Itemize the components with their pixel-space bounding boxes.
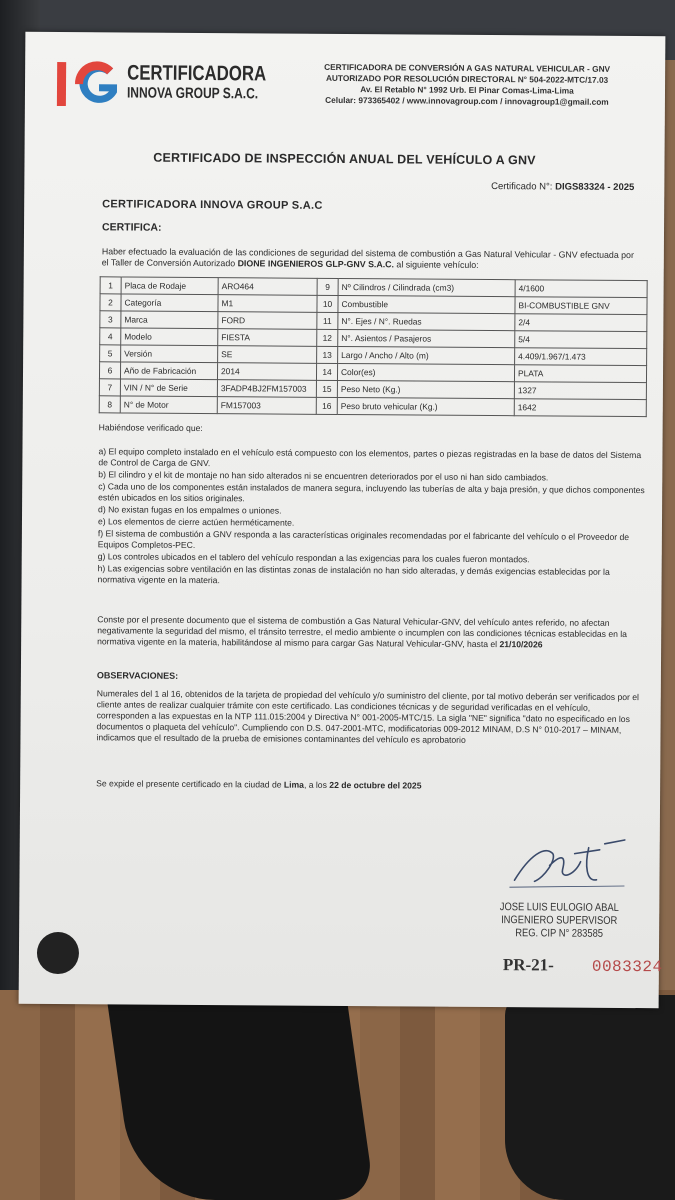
field-value: 4.409/1.967/1.473	[515, 348, 647, 366]
row-number: 8	[99, 396, 120, 413]
field-label: Combustible	[338, 295, 515, 313]
issued-date: 22 de octubre del 2025	[329, 779, 422, 791]
shoe-right	[505, 995, 675, 1200]
field-value: FM157003	[217, 397, 316, 415]
row-number: 15	[316, 380, 337, 397]
checks-list	[98, 446, 647, 590]
verified-intro: Habiéndose verificado que:	[98, 422, 203, 434]
field-value: SE	[218, 346, 317, 364]
company-name: CERTIFICADORA INNOVA GROUP S.A.C	[102, 198, 323, 212]
field-label: Largo / Ancho / Alto (m)	[338, 346, 515, 364]
intro-paragraph	[102, 246, 642, 272]
check-item: e) Los elementos de cierre actúen herméticamente.	[97, 516, 295, 528]
observations-title: OBSERVACIONES:	[96, 670, 179, 681]
check-item: f) El sistema de combustión a GNV responda a las características originales recomendadas por el fabricante del vehículo o el Proveedor de Equipos Completos-PEC.	[97, 528, 630, 550]
signer-block	[491, 901, 627, 941]
signer-name: JOSE LUIS EULOGIO ABAL	[499, 901, 619, 914]
signer-reg: REG. CIP N° 283585	[515, 927, 604, 940]
row-number: 13	[317, 346, 338, 363]
conste-text: Conste por el presente documento que el sistema de combustión a Gas Natural Vehicular-GNV, del vehículo antes referido, no afectan negativamente la seguridad del mismo, el tránsito terrestre, el medio ambiente o incumplen con las condiciones técnicas establecidas en la normativa vigente en la materia, habilitándose al mismo para cargar Gas Natural Vehicular-GNV, hasta el	[97, 614, 628, 650]
row-number: 5	[100, 345, 121, 362]
header-info	[297, 62, 637, 108]
field-label: Marca	[121, 311, 218, 329]
field-value: 3FADP4BJ2FM157003	[217, 380, 316, 398]
field-value: 1642	[514, 399, 646, 417]
document-title: CERTIFICADO DE INSPECCIÓN ANUAL DEL VEHÍCULO A GNV	[153, 150, 536, 168]
row-number: 6	[99, 362, 120, 379]
field-value: FORD	[218, 312, 317, 330]
row-number: 16	[316, 397, 337, 414]
field-value: PLATA	[514, 365, 646, 383]
field-value: FIESTA	[218, 329, 317, 347]
serial-prefix: PR-21-	[502, 955, 554, 975]
field-value: 4/1600	[515, 280, 647, 298]
check-item: h) Las exigencias sobre ventilación en las distintas zonas de instalación no han sido alteradas, y demás exigencias establecidas por la normativa vigente en la materia.	[97, 563, 610, 586]
logo-line1: CERTIFICADORA	[127, 61, 267, 86]
certificate-number	[491, 181, 634, 193]
field-value: 2/4	[515, 314, 647, 332]
row-number: 14	[316, 363, 337, 380]
field-value: 5/4	[515, 331, 647, 349]
intro-tail: al siguiente vehículo:	[396, 259, 479, 270]
check-item: a) El equipo completo instalado en el vehículo está compuesto con los elementos, partes o piezas registradas en la base de datos del Sistema de Control de Carga de GNV.	[98, 446, 642, 469]
row-number: 11	[317, 312, 338, 329]
punch-hole	[37, 932, 79, 974]
header-line2: AUTORIZADO POR RESOLUCIÓN DIRECTORAL N° 504-2022-MTC/17.03	[325, 72, 609, 85]
field-label: Peso Neto (Kg.)	[337, 380, 514, 398]
field-label: Peso bruto vehicular (Kg.)	[337, 397, 514, 415]
field-value: BI-COMBUSTIBLE GNV	[515, 297, 647, 315]
row-number: 12	[317, 329, 338, 346]
header-line3: Av. El Retablo N° 1992 Urb. El Pinar Comas-Lima-Lima	[360, 84, 574, 96]
issued-city: Lima	[283, 779, 305, 790]
check-item: b) El cilindro y el kit de montaje no han sido alterados ni se encuentren deteriorados por el uso ni han sido cambiados.	[98, 469, 549, 483]
certificate-number-label: Certificado N°:	[491, 181, 553, 193]
field-label: N°. Ejes / N°. Ruedas	[338, 312, 515, 330]
observations-text: Numerales del 1 al 16, obtenidos de la tarjeta de propiedad del vehículo y/o suministro del cliente, por tal motivo deberán ser verificados por el cliente antes de realizar cualquier trámite con este certificado. Las condiciones técnicas y de seguridad verificadas en el vehículo, corresponden a las expuestas en la NTP 111.015:2004 y Directiva N° 001-2005-MTC/15. La sigla "NE" significa "dato no especificado en los documentos o plaqueta del vehículo". Cumpliendo con D.S. 047-2001-MTC, modificatorias 009-2012 MINAM, D.S N° 010-2017 – MINAM, indicamos que el resultado de la prueba de emisiones contaminantes del vehículo es aprobatorio	[96, 688, 640, 745]
check-item: c) Cada uno de los componentes están instalados de manera segura, incluyendo las tuberías de alta y baja presión, y que dichos componentes estén ubicados en los sitios originales.	[98, 481, 645, 504]
logo-line2: INNOVA GROUP S.A.C.	[126, 84, 259, 103]
field-label: VIN / N° de Serie	[120, 379, 217, 397]
certificate-number-value: DIGS83324 - 2025	[555, 181, 635, 194]
field-value: 1327	[514, 382, 646, 400]
field-label: N°. Asientos / Pasajeros	[338, 329, 515, 347]
check-item: d) No existan fugas en los empalmes o uniones.	[98, 504, 282, 516]
table-row	[99, 396, 646, 417]
signer-role: INGENIERO SUPERVISOR	[501, 914, 618, 927]
row-number: 9	[317, 278, 338, 295]
logo-text	[127, 62, 266, 102]
field-label: Placa de Rodaje	[121, 277, 218, 295]
row-number: 4	[100, 328, 121, 345]
row-number: 1	[100, 277, 121, 294]
workshop-name: DIONE INGENIEROS GLP-GNV S.A.C.	[237, 258, 395, 270]
field-value: ARO464	[218, 278, 317, 296]
row-number: 10	[317, 295, 338, 312]
field-label: Modelo	[121, 328, 218, 346]
header-line1: CERTIFICADORA DE CONVERSIÓN A GAS NATURAL VEHICULAR - GNV	[324, 61, 611, 74]
vehicle-table	[99, 276, 648, 417]
field-value: 2014	[217, 363, 316, 381]
issued-line	[96, 778, 644, 793]
header-line4: Celular: 973365402 / www.innovagroup.com / innovagroup1@gmail.com	[325, 94, 609, 107]
conste-paragraph	[97, 614, 645, 651]
issued-prefix: Se expide el presente certificado en la ciudad de	[96, 778, 282, 790]
check-item: g) Los controles ubicados en el tablero del vehículo respondan a las exigencias para los cuales fueron montados.	[97, 551, 530, 565]
serial-number: 0083324	[591, 957, 663, 977]
valid-until: 21/10/2026	[499, 639, 543, 650]
handwritten-signature	[504, 835, 634, 896]
certificate-page	[19, 32, 666, 1008]
certifica-heading: CERTIFICA:	[101, 221, 162, 234]
shoe-left	[105, 985, 375, 1200]
field-label: Color(es)	[337, 363, 514, 381]
field-label: Categoría	[121, 294, 218, 312]
field-value: M1	[218, 295, 317, 313]
field-label: Versión	[121, 345, 218, 363]
row-number: 2	[100, 294, 121, 311]
issued-middle: , a los	[303, 779, 327, 790]
field-label: N° de Motor	[120, 396, 217, 414]
field-label: Año de Fabricación	[120, 362, 217, 380]
intro-text: Haber efectuado la evaluación de las condiciones de seguridad del sistema de combustión a Gas Natural Vehicular - GNV efectuada por el Taller de Conversión Autorizado	[101, 246, 634, 269]
field-label: Nº Cilindros / Cilindrada (cm3)	[338, 278, 515, 296]
row-number: 3	[100, 311, 121, 328]
row-number: 7	[99, 379, 120, 396]
